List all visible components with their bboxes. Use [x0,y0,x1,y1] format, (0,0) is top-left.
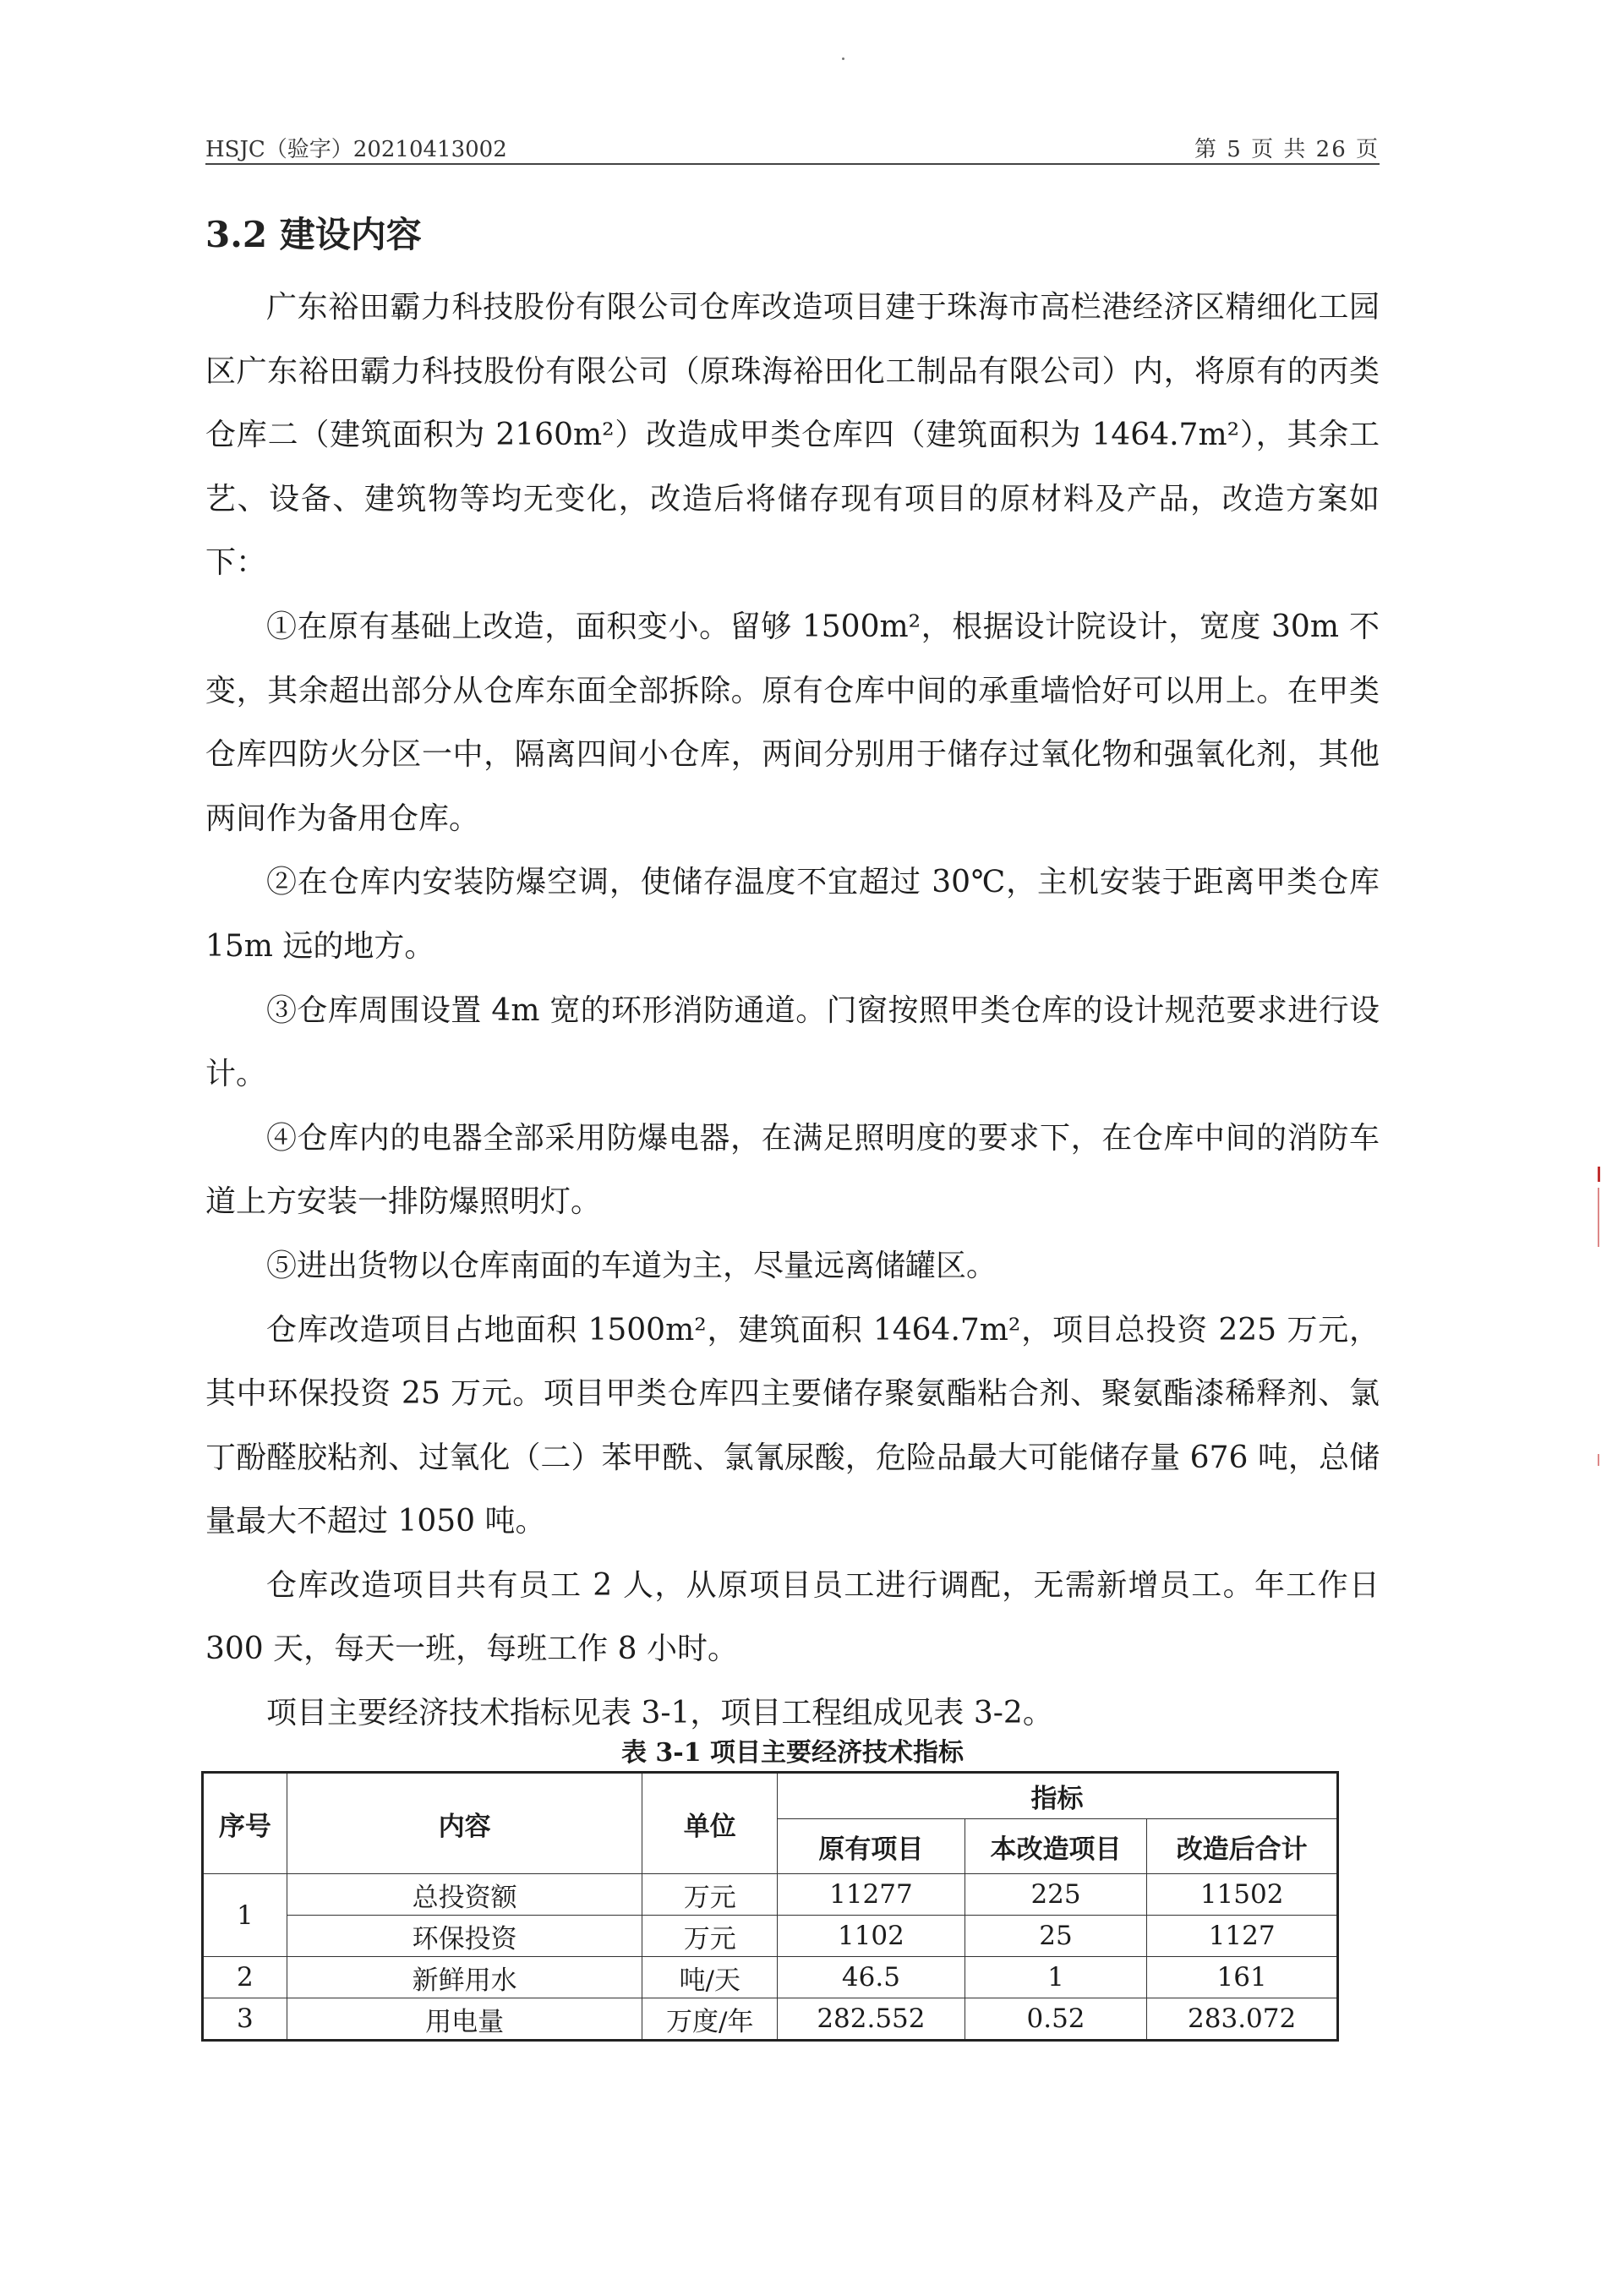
cell-unit: 万元 [642,1874,778,1916]
paragraph-item-2: ②在仓库内安装防爆空调，使储存温度不宜超过 30℃，主机安装于距离甲类仓库 15m 远的地方。 [205,865,1380,964]
page-header [205,132,1380,166]
cell-seq: 3 [203,1998,287,2041]
section-title: 3.2 建设内容 [205,214,422,255]
paragraph-item-4: ④仓库内的电器全部采用防爆电器，在满足照明度的要求下，在仓库中间的消防车道上方安装一排防爆照明灯。 [205,1120,1380,1220]
cell-original: 282.552 [778,1998,965,2041]
scan-edge-mark [1598,1188,1599,1247]
table-row [203,1957,1338,1998]
cell-renovation: 1 [965,1957,1147,1998]
table-row [203,1874,1338,1916]
table-header-row [203,1773,1338,1819]
header-total: 改造后合计 [1147,1819,1338,1874]
cell-total: 283.072 [1147,1998,1338,2041]
cell-content: 新鲜用水 [287,1957,642,1998]
cell-total: 11502 [1147,1874,1338,1916]
header-original: 原有项目 [778,1819,965,1874]
body-text [205,276,1380,1746]
cell-renovation: 0.52 [965,1998,1147,2041]
table-row [203,1998,1338,2041]
header-rule [205,163,1380,165]
scan-edge-mark [1598,1167,1600,1182]
scan-dot [842,57,844,60]
paragraph-item-1: ①在原有基础上改造，面积变小。留够 1500m²，根据设计院设计，宽度 30m 不变，其余超出部分从仓库东面全部拆除。原有仓库中间的承重墙恰好可以用上。在甲类仓库四防火分区一中，隔离四间小仓库，两间分别用于储存过氧化物和强氧化剂，其他两间作为备用仓库。 [205,609,1380,836]
cell-original: 46.5 [778,1957,965,1998]
cell-unit: 万度/年 [642,1998,778,2041]
header-indicator: 指标 [778,1773,1338,1819]
cell-original: 11277 [778,1874,965,1916]
cell-seq: 1 [203,1874,287,1957]
cell-renovation: 25 [965,1916,1147,1957]
table-row [203,1916,1338,1957]
cell-unit: 万元 [642,1916,778,1957]
header-unit: 单位 [642,1773,778,1874]
cell-unit: 吨/天 [642,1957,778,1998]
paragraph-area-investment: 仓库改造项目占地面积 1500m²，建筑面积 1464.7m²，项目总投资 225 万元，其中环保投资 25 万元。项目甲类仓库四主要储存聚氨酯粘合剂、聚氨酯漆稀释剂、氯丁酚醛胶粘剂、过氧化（二）苯甲酰、氯氰尿酸，危险品最大可能储存量 676 吨，总储量最大不超过 1050 吨。 [205,1312,1380,1539]
header-seq: 序号 [203,1773,287,1874]
cell-content: 环保投资 [287,1916,642,1957]
scan-edge-mark [1598,1454,1599,1466]
document-id: HSJC（验字）20210413002 [205,137,507,162]
header-renovation: 本改造项目 [965,1819,1147,1874]
paragraph-staff: 仓库改造项目共有员工 2 人，从原项目员工进行调配，无需新增员工。年工作日 300 天，每天一班，每班工作 8 小时。 [205,1567,1380,1667]
cell-total: 161 [1147,1957,1338,1998]
header-content: 内容 [287,1773,642,1874]
paragraph-item-3: ③仓库周围设置 4m 宽的环形消防通道。门窗按照甲类仓库的设计规范要求进行设计。 [205,992,1380,1092]
cell-renovation: 225 [965,1874,1147,1916]
economic-indicators-table [201,1771,1339,2042]
cell-total: 1127 [1147,1916,1338,1957]
page-number: 第 5 页 共 26 页 [1194,137,1380,162]
paragraph-intro: 广东裕田霸力科技股份有限公司仓库改造项目建于珠海市高栏港经济区精细化工园区广东裕田霸力科技股份有限公司（原珠海裕田化工制品有限公司）内，将原有的丙类仓库二（建筑面积为 2160m²）改造成甲类仓库四（建筑面积为 1464.7m²），其余工艺、设备、建筑物等均无变化，改造后将储存现有项目的原材料及产品，改造方案如下： [205,290,1380,581]
paragraph-table-reference: 项目主要经济技术指标见表 3-1，项目工程组成见表 3-2。 [266,1696,1053,1731]
cell-original: 1102 [778,1916,965,1957]
paragraph-item-5: ⑤进出货物以仓库南面的车道为主，尽量远离储罐区。 [266,1248,997,1283]
table-caption: 表 3-1 项目主要经济技术指标 [620,1738,965,1768]
cell-seq: 2 [203,1957,287,1998]
cell-content: 总投资额 [287,1874,642,1916]
cell-content: 用电量 [287,1998,642,2041]
